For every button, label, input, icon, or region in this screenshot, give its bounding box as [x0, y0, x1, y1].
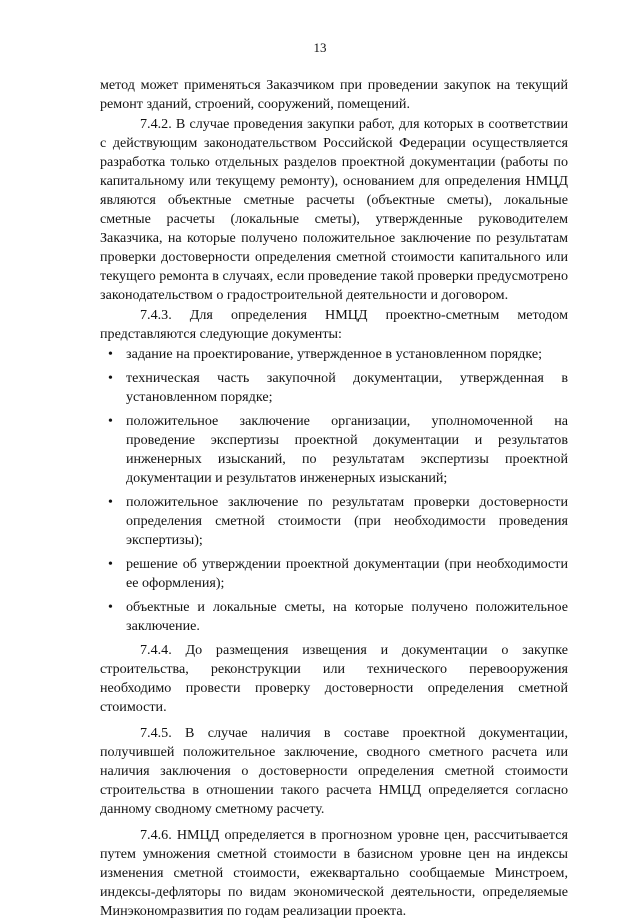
bullet-icon: •	[108, 347, 113, 362]
document-body	[100, 76, 568, 922]
bullet-icon: •	[108, 495, 113, 510]
bullet-icon: •	[108, 600, 113, 615]
page-number: 13	[313, 40, 327, 55]
paragraph-7-4-4: 7.4.4. До размещения извещения и документации о закупке строительства, реконструкции или технического перевооружения необходимо провести проверку достоверности определения сметной стоимости.	[100, 642, 568, 715]
list-item	[100, 369, 568, 407]
document-list	[100, 345, 568, 636]
list-item-text: положительное заключение организации, уполномоченной на проведение экспертизы проектной документации и результатов инженерных изысканий, по результатам экспертизы проектной документации и результатов инженерных изысканий;	[126, 413, 568, 486]
list-item	[100, 598, 568, 636]
list-item	[100, 412, 568, 488]
list-item	[100, 493, 568, 550]
paragraph-7-4-5: 7.4.5. В случае наличия в составе проектной документации, получившей положительное заключение, сводного сметного расчета или наличия заключения о достоверности определения сметной стоимости строительства в отношении такого расчета НМЦД определяется согласно данному сводному сметному расчету.	[100, 725, 568, 817]
list-item-text: объектные и локальные сметы, на которые получено положительное заключение.	[126, 599, 568, 634]
bullet-icon: •	[108, 414, 113, 429]
bullet-icon: •	[108, 371, 113, 386]
list-item	[100, 345, 568, 364]
paragraph-7-4-3: 7.4.3. Для определения НМЦД проектно-сметным методом представляются следующие документы:	[100, 307, 568, 342]
list-item-text: решение об утверждении проектной документации (при необходимости ее оформления);	[126, 556, 568, 591]
list-item-text: техническая часть закупочной документации, утвержденная в установленном порядке;	[126, 370, 568, 405]
paragraph-7-4-2: 7.4.2. В случае проведения закупки работ, для которых в соответствии с действующим законодательством Российской Федерации осуществляется разработка только отдельных разделов проектной документации (работы по капитальному или текущему ремонту), основанием для определения НМЦД являются объектные сметные расчеты (объектные сметы), локальные сметные расчеты (локальные сметы), утвержденные руководителем Заказчика, на которые получено положительное заключение по результатам проверки достоверности определения сметной стоимости капитального или текущего ремонта в случаях, если проведение такой проверки предусмотрено законодательством о градостроительной деятельности и договором.	[100, 116, 568, 303]
paragraph-7-4-6: 7.4.6. НМЦД определяется в прогнозном уровне цен, рассчитывается путем умножения сметной стоимости в базисном уровне цен на индексы изменения сметной стоимости, ежеквартально сообщаемые Минстроем, индексы-дефляторы по видам экономической деятельности, определяемые Минэкономразвития по годам реализации проекта.	[100, 827, 568, 919]
bullet-icon: •	[108, 557, 113, 572]
list-item-text: положительное заключение по результатам проверки достоверности определения сметной стоимости (при необходимости проведения экспертизы);	[126, 494, 568, 548]
list-item-text: задание на проектирование, утвержденное в установленном порядке;	[126, 346, 543, 362]
list-item	[100, 555, 568, 593]
paragraph-continuation: метод может применяться Заказчиком при проведении закупок на текущий ремонт зданий, строений, сооружений, помещений.	[100, 77, 568, 112]
